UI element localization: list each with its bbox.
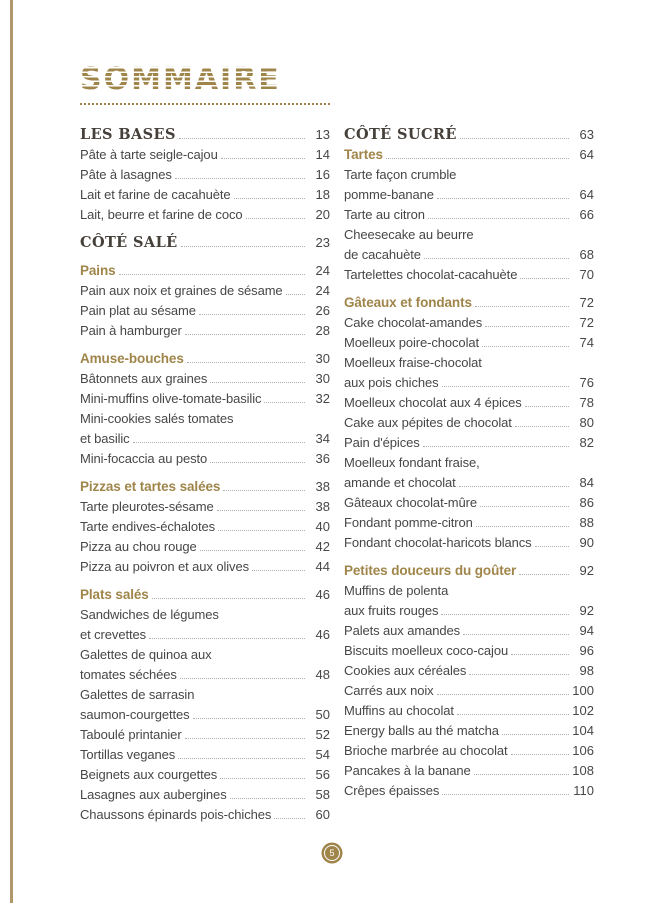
toc-entry: [344, 410, 594, 430]
dotted-leader: [133, 442, 305, 443]
toc-entry: [344, 678, 594, 698]
dotted-leader: [221, 158, 305, 159]
toc-entry-page-number: 42: [315, 539, 330, 554]
toc-entry-page-number: 20: [315, 207, 330, 222]
dotted-leader: [441, 614, 569, 615]
toc-entry-page-number: 94: [579, 623, 594, 638]
page-title: SOMMAIRE: [80, 64, 330, 96]
toc-entry-label: Pain plat au sésame: [80, 303, 196, 318]
toc-entry: [80, 142, 330, 162]
toc-entry: [80, 682, 330, 722]
toc-entry: [344, 658, 594, 678]
toc-entry: [344, 490, 594, 510]
dotted-leader: [502, 734, 569, 735]
toc-entry-label-line1: Moelleux fondant fraise,: [344, 455, 480, 470]
toc-entry-label: Carrés aux noix: [344, 683, 434, 698]
toc-column-right: [344, 122, 594, 822]
page-number: 5: [329, 847, 335, 858]
toc-entry: [344, 162, 594, 202]
toc-entry: [344, 510, 594, 530]
toc-entry-label: Mini-muffins olive-tomate-basilic: [80, 391, 262, 406]
toc-entry-label: Taboulé printanier: [80, 727, 182, 742]
toc-entry: [344, 350, 594, 390]
dotted-leader: [437, 694, 569, 695]
toc-entry: [344, 430, 594, 450]
dotted-leader: [476, 526, 569, 527]
dotted-leader: [180, 678, 305, 679]
toc-entry-page-number: 106: [572, 743, 594, 758]
toc-entry-label: Beignets aux courgettes: [80, 767, 218, 782]
dotted-leader: [181, 246, 305, 247]
toc-entry: [344, 738, 594, 758]
toc-entry: [80, 762, 330, 782]
toc-entry: [344, 310, 594, 330]
toc-entry: [344, 390, 594, 410]
toc-subsection-heading: [344, 290, 594, 310]
toc-entry-label-line1: Cheesecake au beurre: [344, 227, 474, 242]
toc-entry-label: Pâte à tarte seigle-cajou: [80, 147, 218, 162]
dotted-leader: [423, 446, 569, 447]
toc-entry: [344, 450, 594, 490]
dotted-leader: [152, 598, 305, 599]
toc-entry-label: Tartelettes chocolat-cacahuète: [344, 267, 518, 282]
toc-entry-page-number: 14: [315, 147, 330, 162]
dotted-leader: [252, 570, 305, 571]
toc-entry-label: amande et chocolat: [344, 475, 456, 490]
toc-entry-label: Lait, beurre et farine de coco: [80, 207, 243, 222]
toc-entry: [80, 722, 330, 742]
toc-entry-label-line1: Moelleux fraise-chocolat: [344, 355, 482, 370]
toc-entry: [80, 202, 330, 222]
toc-entry-page-number: 110: [573, 783, 594, 798]
toc-entry-page-number: 70: [579, 267, 594, 282]
dotted-leader: [119, 274, 305, 275]
dotted-leader: [234, 198, 305, 199]
toc-entry-page-number: 63: [579, 127, 594, 142]
toc-entry-label: Petites douceurs du goûter: [344, 563, 517, 578]
toc-entry-page-number: 28: [315, 323, 330, 338]
dotted-leader: [459, 486, 569, 487]
dotted-leader: [179, 138, 305, 139]
toc-entry-page-number: 18: [315, 187, 330, 202]
toc-entry-page-number: 82: [579, 435, 594, 450]
toc-entry-page-number: 58: [315, 787, 330, 802]
toc-entry: [80, 642, 330, 682]
dotted-leader: [286, 294, 305, 295]
dotted-leader: [482, 346, 569, 347]
dotted-leader: [519, 574, 569, 575]
dotted-leader: [469, 674, 569, 675]
toc-entry-label: et basilic: [80, 431, 130, 446]
toc-entry-label-line1: Galettes de sarrasin: [80, 687, 195, 702]
toc-entry: [80, 366, 330, 386]
toc-entry-label: Tarte endives-échalotes: [80, 519, 216, 534]
toc-entry-page-number: 108: [572, 763, 594, 778]
toc-entry: [344, 222, 594, 262]
toc-entry-label: tomates séchées: [80, 667, 177, 682]
dotted-leader: [149, 638, 305, 639]
toc-entry: [344, 718, 594, 738]
toc-entry-page-number: 96: [579, 643, 594, 658]
toc-entry-page-number: 64: [579, 147, 594, 162]
page-edge-rule: [10, 0, 13, 903]
dotted-leader: [474, 774, 569, 775]
toc-entry-label: Cookies aux céréales: [344, 663, 467, 678]
toc-entry-label: CÔTÉ SALÉ: [80, 234, 178, 251]
toc-entry: [80, 514, 330, 534]
toc-entry: [80, 182, 330, 202]
toc-entry-label: de cacahuète: [344, 247, 421, 262]
dotted-leader: [223, 490, 305, 491]
toc-entry-label: Amuse-bouches: [80, 351, 184, 366]
toc-entry-label: Lait et farine de cacahuète: [80, 187, 231, 202]
toc-entry: [80, 494, 330, 514]
toc-entry: [80, 278, 330, 298]
dotted-leader: [485, 326, 569, 327]
toc-section-heading: [344, 122, 594, 142]
toc-entry-label: Cake aux pépites de chocolat: [344, 415, 512, 430]
toc-entry-page-number: 13: [315, 127, 330, 142]
dotted-leader: [187, 362, 305, 363]
toc-entry-label: Mini-focaccia au pesto: [80, 451, 208, 466]
toc-entry-page-number: 38: [315, 499, 330, 514]
dotted-leader: [511, 654, 569, 655]
toc-entry-page-number: 86: [579, 495, 594, 510]
toc-subsection-heading: [344, 142, 594, 162]
toc-entry-label: Moelleux poire-chocolat: [344, 335, 479, 350]
toc-entry-page-number: 50: [315, 707, 330, 722]
toc-entry-label: Tartes: [344, 147, 383, 162]
toc-entry: [80, 534, 330, 554]
dotted-leader: [274, 818, 305, 819]
toc-entry: [80, 162, 330, 182]
dotted-leader: [480, 506, 569, 507]
dotted-leader: [217, 510, 305, 511]
toc-entry-label: Palets aux amandes: [344, 623, 460, 638]
toc-entry: [80, 782, 330, 802]
toc-entry-label: Gâteaux et fondants: [344, 295, 472, 310]
title-dotted-rule: [80, 103, 330, 105]
dotted-leader: [442, 386, 569, 387]
toc-subsection-heading: [344, 558, 594, 578]
toc-entry-page-number: 23: [315, 235, 330, 250]
toc-entry-page-number: 74: [579, 335, 594, 350]
dotted-leader: [428, 218, 569, 219]
toc-entry-label: pomme-banane: [344, 187, 434, 202]
toc-entry-label: Fondant pomme-citron: [344, 515, 473, 530]
dotted-leader: [535, 546, 569, 547]
toc-entry-label: Pizzas et tartes salées: [80, 479, 221, 494]
toc-entry-label: Bâtonnets aux graines: [80, 371, 208, 386]
page-number-badge: [324, 845, 340, 861]
toc-entry: [344, 530, 594, 550]
toc-entry-page-number: 88: [579, 515, 594, 530]
dotted-leader: [442, 794, 569, 795]
toc-entry-label: aux fruits rouges: [344, 603, 439, 618]
toc-entry-page-number: 56: [315, 767, 330, 782]
toc-entry-label: CÔTÉ SUCRÉ: [344, 126, 457, 143]
toc-entry-page-number: 92: [579, 563, 594, 578]
dotted-leader: [178, 758, 305, 759]
toc-entry-page-number: 54: [315, 747, 330, 762]
dotted-leader: [246, 218, 306, 219]
toc-entry-label: Lasagnes aux aubergines: [80, 787, 227, 802]
dotted-leader: [220, 778, 305, 779]
toc-entry-page-number: 98: [579, 663, 594, 678]
toc-subsection-heading: [80, 474, 330, 494]
toc-entry-label-line1: Tarte façon crumble: [344, 167, 457, 182]
toc-entry: [80, 406, 330, 446]
toc-section-heading: [80, 230, 330, 250]
toc-entry-page-number: 38: [315, 479, 330, 494]
toc-entry-page-number: 44: [315, 559, 330, 574]
toc-entry: [80, 446, 330, 466]
toc-entry: [80, 602, 330, 642]
toc-entry-label: Muffins au chocolat: [344, 703, 454, 718]
dotted-leader: [230, 798, 305, 799]
toc-entry-label: Fondant chocolat-haricots blancs: [344, 535, 532, 550]
toc-entry-label: Plats salés: [80, 587, 149, 602]
toc-entry-label-line1: Sandwiches de légumes: [80, 607, 219, 622]
dotted-leader: [193, 718, 305, 719]
toc-header: [80, 64, 330, 105]
dotted-leader: [185, 334, 305, 335]
toc-entry-page-number: 34: [315, 431, 330, 446]
toc-entry: [344, 778, 594, 798]
dotted-leader: [210, 382, 305, 383]
toc-entry-label: Pancakes à la banane: [344, 763, 471, 778]
toc-entry-label: Chaussons épinards pois-chiches: [80, 807, 272, 822]
toc-entry-label: Biscuits moelleux coco-cajou: [344, 643, 509, 658]
toc-subsection-heading: [80, 582, 330, 602]
dotted-leader: [475, 306, 569, 307]
dotted-leader: [515, 426, 569, 427]
dotted-leader: [210, 462, 305, 463]
toc-entry-label: Tarte pleurotes-sésame: [80, 499, 214, 514]
toc-entry-page-number: 36: [315, 451, 330, 466]
toc-entry: [344, 758, 594, 778]
toc-entry-page-number: 16: [315, 167, 330, 182]
dotted-leader: [525, 406, 569, 407]
dotted-leader: [520, 278, 569, 279]
toc-entry: [344, 262, 594, 282]
toc-entry: [80, 386, 330, 406]
toc-entry-page-number: 24: [315, 283, 330, 298]
dotted-leader: [424, 258, 569, 259]
toc-entry-page-number: 66: [579, 207, 594, 222]
toc-entry-page-number: 90: [579, 535, 594, 550]
dotted-leader: [386, 158, 569, 159]
toc-entry-page-number: 52: [315, 727, 330, 742]
toc-entry-label: Gâteaux chocolat-mûre: [344, 495, 478, 510]
toc-entry: [80, 802, 330, 822]
toc-entry: [80, 554, 330, 574]
toc-entry-page-number: 72: [579, 295, 594, 310]
toc-entry: [344, 618, 594, 638]
toc-section-heading: [80, 122, 330, 142]
toc-entry-page-number: 24: [315, 263, 330, 278]
toc-entry-page-number: 100: [572, 683, 594, 698]
toc-entry-label: Tortillas veganes: [80, 747, 176, 762]
toc-entry-label: Pâte à lasagnes: [80, 167, 172, 182]
toc-entry-page-number: 84: [579, 475, 594, 490]
toc-entry-label: Brioche marbrée au chocolat: [344, 743, 508, 758]
toc-entry-page-number: 46: [315, 627, 330, 642]
toc-entry-page-number: 64: [579, 187, 594, 202]
toc-entry-label: Pizza au poivron et aux olives: [80, 559, 249, 574]
dotted-leader: [463, 634, 569, 635]
toc-entry-page-number: 60: [315, 807, 330, 822]
toc-entry-page-number: 78: [579, 395, 594, 410]
toc-entry-page-number: 104: [572, 723, 594, 738]
toc-entry-label: et crevettes: [80, 627, 146, 642]
toc-entry-label: Pain aux noix et graines de sésame: [80, 283, 283, 298]
toc-entry: [344, 698, 594, 718]
toc-entry-label: Energy balls au thé matcha: [344, 723, 499, 738]
toc-entry-page-number: 92: [579, 603, 594, 618]
toc-entry-label: Pains: [80, 263, 116, 278]
toc-subsection-heading: [80, 258, 330, 278]
dotted-leader: [437, 198, 569, 199]
toc-entry: [344, 578, 594, 618]
toc-entry: [80, 742, 330, 762]
toc-column-left: [80, 122, 330, 822]
toc-entry: [80, 298, 330, 318]
toc-subsection-heading: [80, 346, 330, 366]
dotted-leader: [199, 314, 305, 315]
dotted-leader: [175, 178, 305, 179]
toc-entry-page-number: 26: [315, 303, 330, 318]
dotted-leader: [218, 530, 305, 531]
toc-entry: [344, 330, 594, 350]
dotted-leader: [200, 550, 305, 551]
toc-entry-page-number: 68: [579, 247, 594, 262]
toc-entry: [344, 638, 594, 658]
toc-entry-page-number: 40: [315, 519, 330, 534]
toc-entry-page-number: 102: [572, 703, 594, 718]
toc-entry: [344, 202, 594, 222]
toc-entry-page-number: 80: [579, 415, 594, 430]
toc-entry-page-number: 30: [315, 351, 330, 366]
dotted-leader: [511, 754, 569, 755]
toc-entry-label-line1: Muffins de polenta: [344, 583, 449, 598]
dotted-leader: [457, 714, 569, 715]
dotted-leader: [185, 738, 305, 739]
toc-entry-label-line1: Mini-cookies salés tomates: [80, 411, 234, 426]
toc-entry-label-line1: Galettes de quinoa aux: [80, 647, 212, 662]
toc-entry: [80, 318, 330, 338]
toc-entry-label: saumon-courgettes: [80, 707, 190, 722]
toc-entry-page-number: 72: [579, 315, 594, 330]
toc-entry-label: Pizza au chou rouge: [80, 539, 197, 554]
toc-entry-page-number: 30: [315, 371, 330, 386]
toc-entry-label: Pain à hamburger: [80, 323, 182, 338]
toc-entry-label: Crêpes épaisses: [344, 783, 440, 798]
toc-columns: [80, 122, 594, 822]
toc-entry-page-number: 48: [315, 667, 330, 682]
toc-entry-page-number: 32: [315, 391, 330, 406]
toc-entry-page-number: 46: [315, 587, 330, 602]
toc-entry-label: Moelleux chocolat aux 4 épices: [344, 395, 522, 410]
toc-entry-label: Tarte au citron: [344, 207, 425, 222]
dotted-leader: [264, 402, 305, 403]
toc-entry-label: aux pois chiches: [344, 375, 439, 390]
dotted-leader: [460, 138, 569, 139]
toc-entry-label: LES BASES: [80, 126, 176, 143]
toc-entry-label: Pain d'épices: [344, 435, 420, 450]
toc-entry-page-number: 76: [579, 375, 594, 390]
toc-entry-label: Cake chocolat-amandes: [344, 315, 483, 330]
